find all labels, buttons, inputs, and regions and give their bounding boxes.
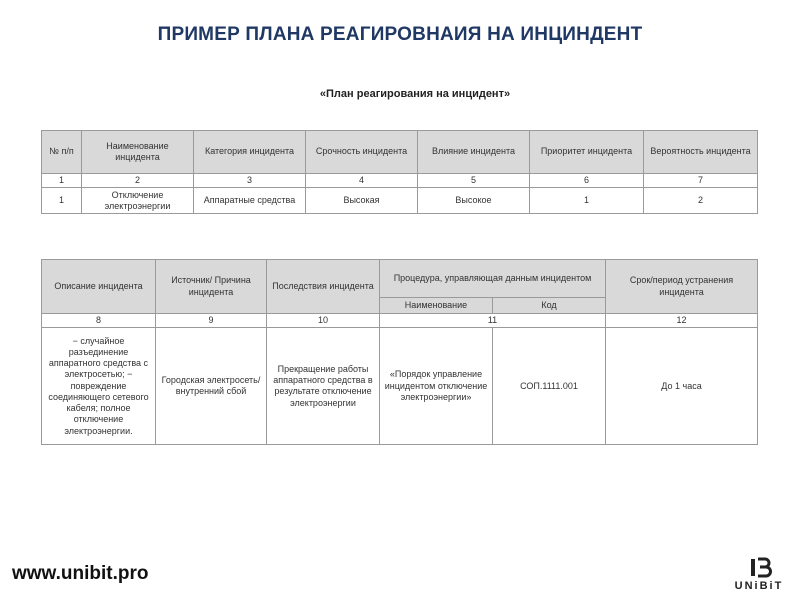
page-title: ПРИМЕР ПЛАНА РЕАГИРОВНАИЯ НА ИНЦИНДЕНТ xyxy=(157,24,643,45)
column-number-cell: 7 xyxy=(644,174,758,188)
incident-procedure-table xyxy=(41,259,758,445)
header-cell: Процедура, управляющая данным инцидентом xyxy=(380,260,606,298)
header-cell: Код xyxy=(493,298,606,314)
column-number-row xyxy=(42,314,758,328)
header-cell: Влияние инцидента xyxy=(418,131,530,174)
header-cell: Последствия инцидента xyxy=(267,260,380,314)
table-header-row xyxy=(42,131,758,174)
table-row xyxy=(42,188,758,214)
column-number-cell: 1 xyxy=(42,174,82,188)
unibit-logo xyxy=(728,556,790,596)
table-cell: 2 xyxy=(644,188,758,214)
header-cell: Наименование xyxy=(380,298,493,314)
logo-text: UNiBiT xyxy=(734,580,784,592)
table-cell: До 1 часа xyxy=(606,328,758,445)
header-cell: Приоритет инцидента xyxy=(530,131,644,174)
header-cell: Наименование инцидента xyxy=(82,131,194,174)
table-cell: Городская электросеть/ внутренний сбой xyxy=(156,328,267,445)
column-number-cell: 4 xyxy=(306,174,418,188)
table-cell: СОП.1111.001 xyxy=(493,328,606,445)
column-number-cell: 6 xyxy=(530,174,644,188)
column-number-cell: 2 xyxy=(82,174,194,188)
table-cell: Аппаратные средства xyxy=(194,188,306,214)
column-number-row xyxy=(42,174,758,188)
header-cell: Описание инцидента xyxy=(42,260,156,314)
column-number-cell: 5 xyxy=(418,174,530,188)
table-cell: 1 xyxy=(530,188,644,214)
header-cell: Срочность инцидента xyxy=(306,131,418,174)
header-cell: № п/п xyxy=(42,131,82,174)
table-cell: Высокая xyxy=(306,188,418,214)
table-cell: «Порядок управление инцидентом отключение электроэнергии» xyxy=(380,328,493,445)
table-cell: 1 xyxy=(42,188,82,214)
column-number-cell: 11 xyxy=(380,314,606,328)
column-number-cell: 9 xyxy=(156,314,267,328)
header-cell: Срок/период устранения инцидента xyxy=(606,260,758,314)
plan-caption: «План реагирования на инцидент» xyxy=(319,88,511,100)
table-cell: Прекращение работы аппаратного средства в результате отключение электроэнергии xyxy=(267,328,380,445)
column-number-cell: 12 xyxy=(606,314,758,328)
table-header-row xyxy=(42,260,758,298)
footer-url-link[interactable]: www.unibit.pro xyxy=(12,563,149,584)
table-cell: − случайное разъединение аппаратного средства с электросетью; − повреждение соединяющего сетевого кабеля; полное отключение электроэнергии. xyxy=(42,328,156,445)
column-number-cell: 3 xyxy=(194,174,306,188)
table-cell: Отключение электроэнергии xyxy=(82,188,194,214)
header-cell: Вероятность инцидента xyxy=(644,131,758,174)
header-cell: Источник/ Причина инцидента xyxy=(156,260,267,314)
table-row xyxy=(42,328,758,445)
column-number-cell: 8 xyxy=(42,314,156,328)
unibit-logo-icon xyxy=(750,556,772,578)
column-number-cell: 10 xyxy=(267,314,380,328)
header-cell: Категория инцидента xyxy=(194,131,306,174)
incident-summary-table xyxy=(41,130,758,214)
table-cell: Высокое xyxy=(418,188,530,214)
